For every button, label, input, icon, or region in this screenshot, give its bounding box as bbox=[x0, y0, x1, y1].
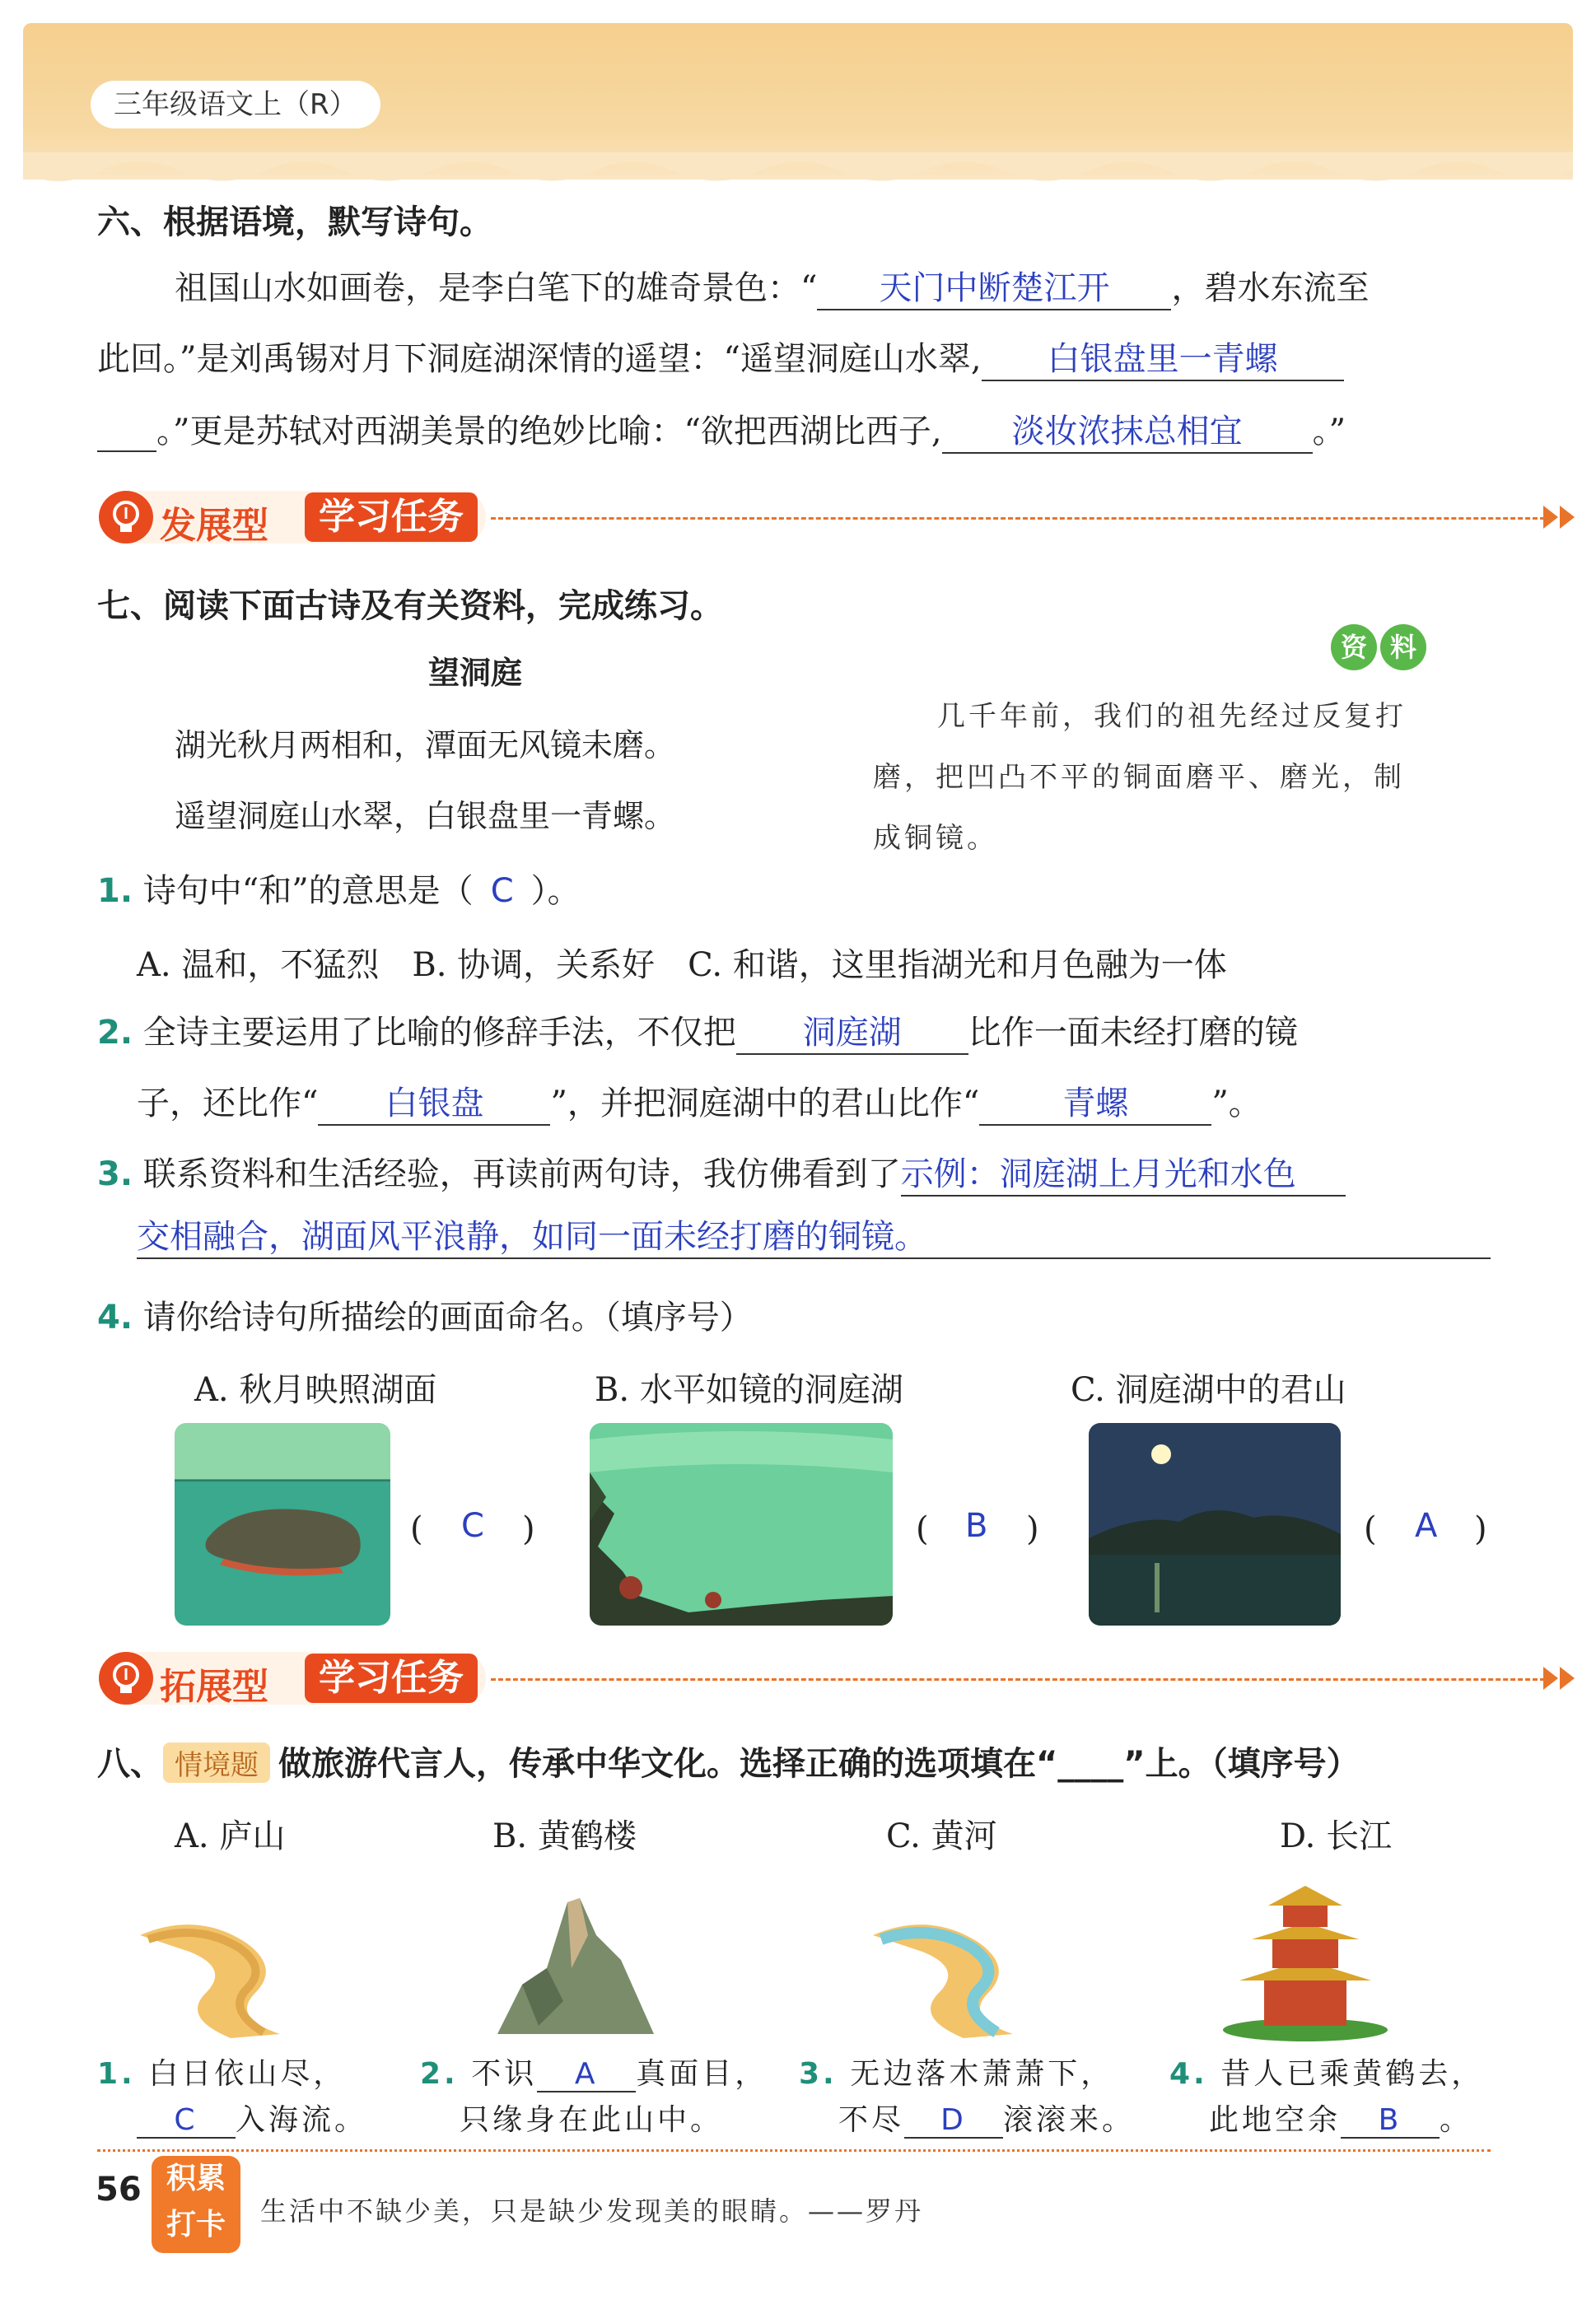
double-arrow-icon bbox=[1543, 1663, 1580, 1696]
section-8-title bbox=[97, 1738, 1360, 1784]
poem-text: 白日依山尽， bbox=[148, 2057, 347, 2091]
sec6-text: 祖国山水如画卷，是李白笔下的雄奇景色：“ bbox=[175, 269, 818, 307]
question-3-line2 bbox=[137, 1211, 1491, 1259]
sec6-line2 bbox=[97, 333, 1344, 381]
yangtze-river-illustration bbox=[865, 1902, 1029, 2042]
poem-item-1-line1 bbox=[97, 2050, 346, 2092]
item-number: 2. bbox=[420, 2057, 459, 2091]
poem-item-1-line2 bbox=[137, 2097, 367, 2139]
task-label-learning: 学习任务 bbox=[305, 1654, 478, 1703]
item-number: 1. bbox=[97, 2057, 136, 2091]
question-text: 比作一面未经打磨的镜 bbox=[968, 1014, 1298, 1052]
task-label-learning: 学习任务 bbox=[305, 492, 478, 542]
answer-blank: 白银盘 bbox=[318, 1077, 550, 1126]
badge-line-1: 积累 bbox=[166, 2162, 226, 2195]
q4-option-c: C. 洞庭湖中的君山 bbox=[1071, 1371, 1346, 1409]
question-text: ”，并把洞庭湖中的君山比作“ bbox=[550, 1085, 980, 1122]
question-text: 请你给诗句所描绘的画面命名。（填序号） bbox=[142, 1299, 753, 1337]
paren-close: ) bbox=[1474, 1510, 1487, 1548]
item-number: 3. bbox=[799, 2057, 838, 2091]
yellow-river-illustration bbox=[132, 1902, 296, 2042]
answer-blank: 天门中断楚江开 bbox=[817, 262, 1171, 310]
question-text: 子，还比作“ bbox=[137, 1085, 319, 1122]
footer-quote: 生活中不缺少美，只是缺少发现美的眼睛。——罗丹 bbox=[260, 2195, 924, 2227]
question-text: ”。 bbox=[1211, 1085, 1262, 1122]
q4-answer-3: A bbox=[1415, 1507, 1438, 1545]
blank bbox=[97, 413, 156, 452]
option-b: B. 黄鹤楼 bbox=[492, 1817, 637, 1855]
answer-text: 交相融合，湖面风平浪静，如同一面未经打磨的铜镜。 bbox=[137, 1218, 927, 1256]
poem-item-2-line2: 只缘身在此山中。 bbox=[460, 2103, 724, 2137]
reference-line-3: 成铜镜。 bbox=[873, 822, 998, 855]
section-number: 八、 bbox=[97, 1745, 163, 1783]
question-number: 3. bbox=[97, 1155, 133, 1193]
poem-text: 无边落木萧萧下， bbox=[850, 2057, 1114, 2091]
section-6-title: 六、根据语境，默写诗句。 bbox=[97, 203, 492, 241]
sec6-text: ，碧水东流至 bbox=[1171, 269, 1370, 307]
question-1 bbox=[97, 865, 581, 912]
poem-title: 望洞庭 bbox=[428, 655, 523, 691]
answer-blank: 青螺 bbox=[979, 1077, 1211, 1126]
poem-line-1: 湖光秋月两相和，潭面无风镜未磨。 bbox=[175, 727, 676, 763]
scenario-tag: 情境题 bbox=[163, 1742, 270, 1783]
answer-blank: B bbox=[1341, 2103, 1440, 2139]
question-3-line1 bbox=[97, 1148, 1346, 1197]
poem-item-2-line1 bbox=[420, 2050, 768, 2092]
poem-text: 入海流。 bbox=[236, 2103, 368, 2137]
paren-close: ) bbox=[522, 1510, 535, 1548]
double-arrow-icon bbox=[1543, 502, 1580, 535]
reference-badge-1: 资 bbox=[1331, 624, 1377, 670]
task-label-type: 拓展型 bbox=[160, 1666, 268, 1708]
poem-text: 真面目， bbox=[636, 2057, 768, 2091]
reference-line-1: 几千年前，我们的祖先经过反复打 bbox=[937, 700, 1407, 733]
dashed-divider bbox=[491, 1678, 1545, 1681]
q4-option-b: B. 水平如镜的洞庭湖 bbox=[595, 1371, 903, 1409]
question-1-options: A. 温和，不猛烈 B. 协调，关系好 C. 和谐，这里指湖光和月色融为一体 bbox=[137, 946, 1227, 984]
sec6-text: 。” bbox=[1312, 413, 1346, 450]
section-title-text: 做旅游代言人，传承中华文化。选择正确的选项填在“____”上。（填序号） bbox=[278, 1745, 1360, 1783]
poem-text: 滚滚来。 bbox=[1003, 2103, 1136, 2137]
poem-text: 不识 bbox=[471, 2057, 538, 2091]
question-text: 全诗主要运用了比喻的修辞手法，不仅把 bbox=[142, 1014, 736, 1052]
footer-divider bbox=[97, 2149, 1491, 2152]
picture-autumn-moon bbox=[1089, 1423, 1341, 1626]
accumulation-badge bbox=[152, 2156, 240, 2253]
task-bar-development bbox=[99, 491, 1499, 548]
sec6-line1 bbox=[175, 262, 1369, 310]
poem-text: 不尽 bbox=[838, 2103, 905, 2137]
page-number: 56 bbox=[96, 2171, 142, 2209]
poem-item-3-line2 bbox=[838, 2097, 1135, 2139]
option-d: D. 长江 bbox=[1280, 1817, 1393, 1855]
question-number: 2. bbox=[97, 1014, 133, 1052]
paren-open: ( bbox=[410, 1510, 423, 1548]
poem-text: 昔人已乘黄鹤去， bbox=[1220, 2057, 1485, 2091]
answer-blank: 白银盘里一青螺 bbox=[982, 333, 1344, 381]
question-text: 联系资料和生活经验，再读前两句诗，我仿佛看到了 bbox=[142, 1155, 901, 1193]
badge-line-2: 打卡 bbox=[166, 2208, 226, 2242]
answer: C bbox=[490, 872, 514, 910]
lightbulb-icon bbox=[99, 491, 153, 544]
q4-option-a: A. 秋月映照湖面 bbox=[194, 1371, 437, 1409]
poem-item-4-line1 bbox=[1169, 2050, 1484, 2092]
picture-lake-mirror bbox=[590, 1423, 893, 1626]
question-number: 4. bbox=[97, 1299, 133, 1337]
question-2-line2 bbox=[137, 1077, 1262, 1126]
question-text: ）。 bbox=[530, 872, 581, 910]
item-number: 4. bbox=[1169, 2057, 1208, 2091]
answer-blank: C bbox=[137, 2103, 236, 2139]
yellow-crane-tower-illustration bbox=[1219, 1878, 1392, 2042]
grade-label: 三年级语文上（R） bbox=[91, 81, 380, 128]
section-7-title: 七、阅读下面古诗及有关资料，完成练习。 bbox=[97, 587, 723, 625]
answer-blank: 淡妆浓抹总相宜 bbox=[942, 405, 1313, 454]
question-number: 1. bbox=[97, 872, 133, 910]
paren-open: ( bbox=[916, 1510, 929, 1548]
paren-open: ( bbox=[1364, 1510, 1377, 1548]
answer-blank: 洞庭湖 bbox=[736, 1006, 968, 1055]
poem-line-2: 遥望洞庭山水翠，白银盘里一青螺。 bbox=[175, 798, 676, 834]
option-c: C. 黄河 bbox=[886, 1817, 997, 1855]
task-bar-expansion bbox=[99, 1652, 1499, 1710]
poem-item-4-line2 bbox=[1209, 2097, 1472, 2139]
q4-answer-2: B bbox=[965, 1507, 988, 1545]
picture-junshan-island bbox=[175, 1423, 390, 1626]
sec6-text: 。”更是苏轼对西湖美景的绝妙比喻：“欲把西湖比西子, bbox=[156, 413, 942, 450]
paren-close: ) bbox=[1026, 1510, 1039, 1548]
poem-item-3-line1 bbox=[799, 2050, 1113, 2092]
poem-text: 此地空余 bbox=[1209, 2103, 1342, 2137]
header-wave bbox=[23, 152, 1573, 194]
dashed-divider bbox=[491, 517, 1545, 520]
lightbulb-icon bbox=[99, 1652, 153, 1705]
question-4 bbox=[97, 1291, 753, 1338]
sec6-text: 此回。”是刘禹锡对月下洞庭湖深情的遥望：“遥望洞庭山水翠, bbox=[97, 340, 982, 378]
poem-text: 。 bbox=[1440, 2103, 1473, 2137]
answer-blank: D bbox=[904, 2103, 1003, 2139]
q4-answer-1: C bbox=[461, 1507, 484, 1545]
option-a: A. 庐山 bbox=[175, 1817, 286, 1855]
task-label-type: 发展型 bbox=[160, 505, 268, 547]
question-2-line1 bbox=[97, 1006, 1298, 1055]
question-text: 诗句中“和”的意思是（ bbox=[142, 872, 474, 910]
sec6-line3 bbox=[97, 405, 1346, 454]
mount-lu-illustration bbox=[489, 1886, 662, 2042]
reference-badge-2: 料 bbox=[1380, 624, 1426, 670]
reference-line-2: 磨，把凹凸不平的铜面磨平、磨光，制 bbox=[873, 761, 1405, 794]
answer-blank: 示例：洞庭湖上月光和水色 bbox=[901, 1148, 1346, 1197]
answer-blank: A bbox=[537, 2057, 636, 2092]
